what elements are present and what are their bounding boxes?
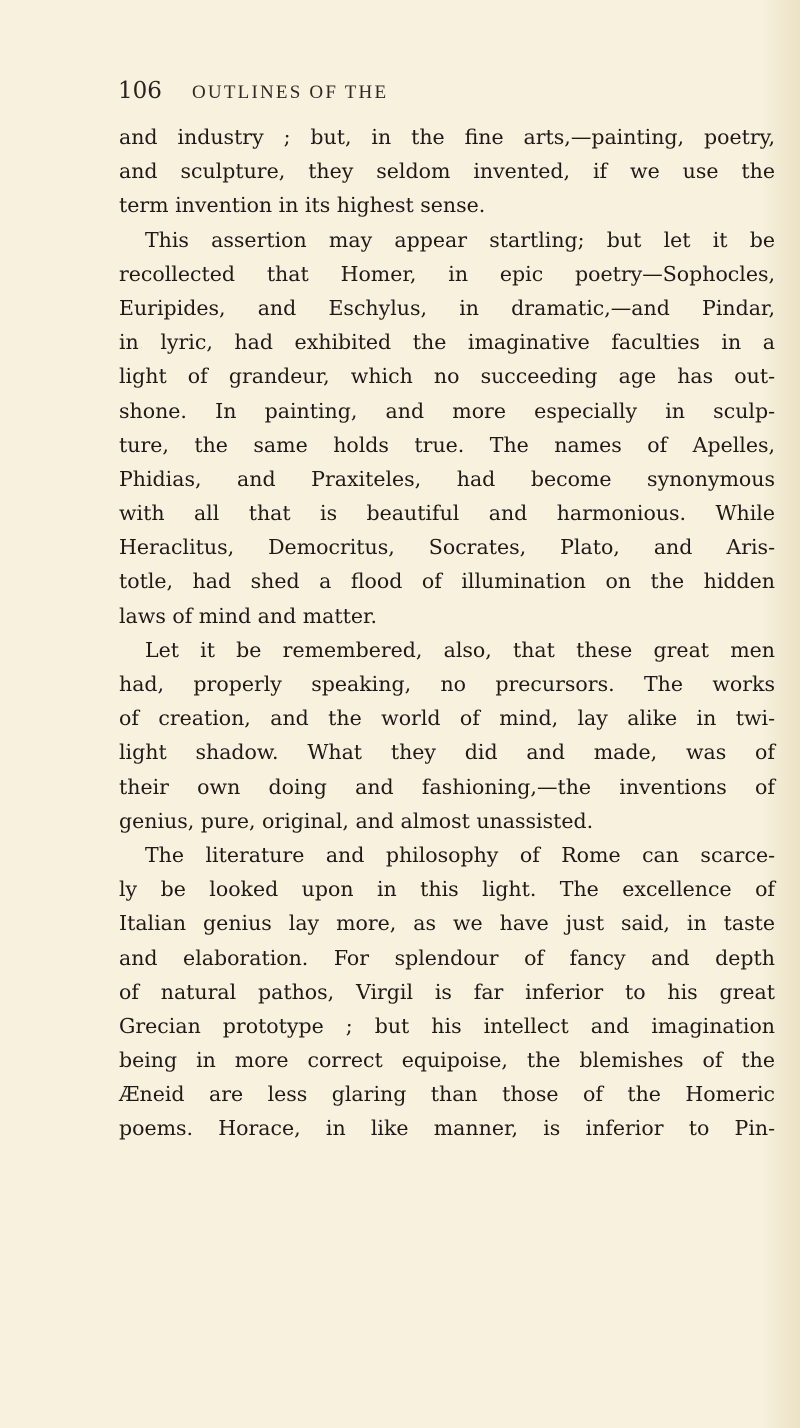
text-line: being in more correct equipoise, the blemishes of the (119, 1048, 775, 1073)
text-line: term invention in its highest sense. (119, 193, 486, 218)
text-line: Let it be remembered, also, that these great men (145, 637, 775, 662)
text-line: totle, had shed a flood of illumination on the hidden (119, 569, 775, 594)
text-line: Grecian prototype ; but his intellect and imagination (119, 1013, 775, 1038)
text-line: had, properly speaking, no precursors. The works (119, 672, 775, 696)
text-line: shone. In painting, and more especially in sculp- (119, 398, 775, 423)
text-line: ly be looked upon in this light. The excellence of (119, 877, 775, 902)
body-text (119, 120, 775, 1146)
text-line: Phidias, and Praxiteles, had become synonymous (119, 466, 775, 491)
text-line: of natural pathos, Virgil is far inferior to his great (119, 979, 775, 1004)
text-line: Italian genius lay more, as we have just said, in taste (119, 911, 775, 936)
text-line: This assertion may appear startling; but let it be (145, 227, 775, 252)
text-line: in lyric, had exhibited the imaginative faculties in a (119, 330, 775, 355)
text-line: light shadow. What they did and made, was of (119, 740, 775, 765)
page-number: 106 (118, 78, 162, 104)
text-line: their own doing and fashioning,—the inventions of (119, 774, 775, 799)
text-line: poems. Horace, in like manner, is inferior to Pin- (119, 1116, 775, 1141)
text-line: light of grandeur, which no succeeding age has out- (119, 364, 775, 389)
text-line: The literature and philosophy of Rome can scarce- (145, 842, 775, 867)
text-line: recollected that Homer, in epic poetry—Sophocles, (119, 261, 775, 286)
text-line: genius, pure, original, and almost unassisted. (119, 808, 594, 833)
text-line: and sculpture, they seldom invented, if we use the (119, 159, 775, 184)
running-title: OUTLINES OF THE (192, 82, 389, 103)
text-line: Euripides, and Eschylus, in dramatic,—and Pindar, (119, 295, 775, 320)
text-line: with all that is beautiful and harmonious. While (119, 501, 775, 526)
text-line: Æneid are less glaring than those of the Homeric (119, 1082, 775, 1107)
text-line: of creation, and the world of mind, lay alike in twi- (119, 706, 775, 731)
text-line: and industry ; but, in the fine arts,—painting, poetry, (119, 125, 775, 149)
text-line: laws of mind and matter. (119, 603, 378, 628)
text-line: Heraclitus, Democritus, Socrates, Plato, and Aris- (119, 535, 775, 560)
text-line: ture, the same holds true. The names of Apelles, (119, 432, 775, 457)
page-header (0, 72, 800, 112)
text-line: and elaboration. For splendour of fancy and depth (119, 945, 775, 970)
